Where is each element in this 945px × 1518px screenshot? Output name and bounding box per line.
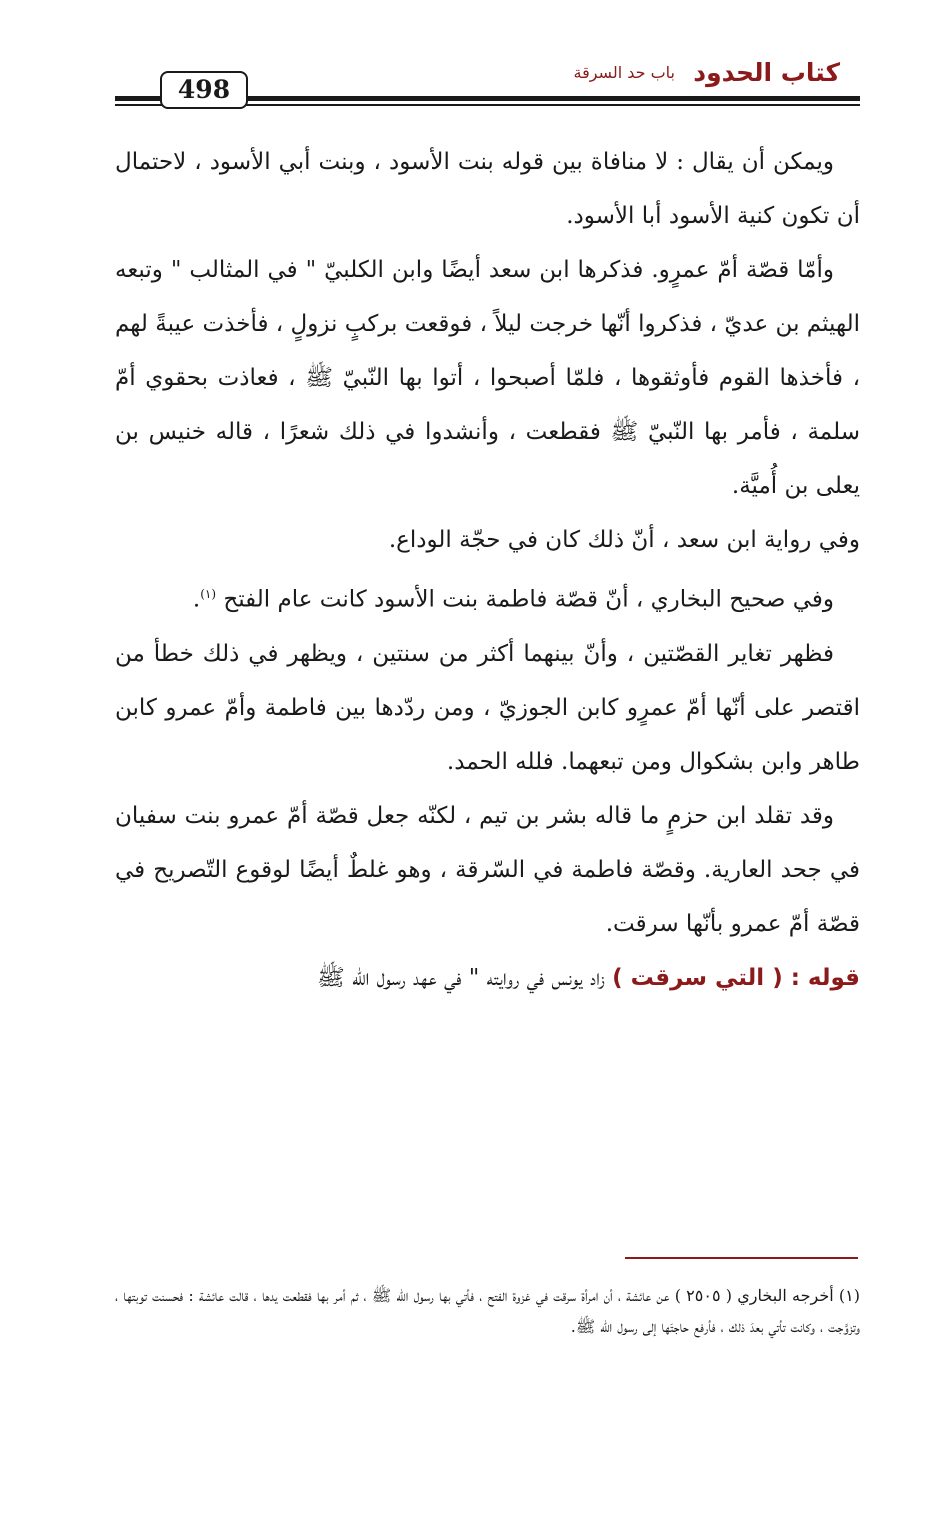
paragraph: وأمّا قصّة أمّ عمرٍو. فذكرها ابن سعد أيضًا وابن الكلبيّ " في المثالب " وتبعه الهيثم بن عديّ ، فذكروا أنّها خرجت ليلاً ، فوقعت بركبٍ نزولٍ ، فأخذت عيبةً لهم ، فأخذها القوم فأوثقوها ، فلمّا أصبحوا ، أتوا بها النّبيّ ﷺ ، فعاذت بحقوي أمّ سلمة ، فأمر بها النّبيّ ﷺ فقطعت ، وأنشدوا في ذلك شعرًا ، قاله خنيس بن يعلى بن أُميَّة. — [115, 257, 860, 499]
paragraph: وفي صحيح البخاري ، أنّ قصّة فاطمة بنت الأسود كانت عام الفتح $^{(١)}$. — [192, 586, 834, 613]
page-number: 498 — [160, 71, 248, 109]
main-text — [115, 135, 860, 1005]
footnote: (١) أخرجه البخاري ( ٢٥٠٥ ) عن عائشة ، أن امرأة سرقت في غزوة الفتح ، فأتي بها رسول الله ﷺ ، ثم أمر بها فقطعت يدها ، قالت عائشة : فحسنت توبتها ، وتزوَّجت ، وكانت تأتي بعدَ ذلك ، فأرفع حاجتَها إلى رسول الله ﷺ. — [115, 1286, 861, 1336]
chapter-title: باب حد السرقة — [573, 63, 675, 82]
quote-text: زاد يونس في روايته " في عهد رسول الله ﷺ — [317, 964, 605, 991]
quote-label: قوله : ( التي سرقت ) — [612, 964, 860, 991]
book-title: كتاب الحدود — [693, 58, 840, 87]
paragraph: وقد تقلد ابن حزمٍ ما قاله بشر بن تيم ، لكنّه جعل قصّة أمّ عمرو بنت سفيان في جحد العارية. وقصّة فاطمة في السّرقة ، وهو غلطٌ أيضًا لوقوع التّصريح في قصّة أمّ عمرو بأنّها سرقت. — [115, 802, 860, 937]
paragraph: فظهر تغاير القصّتين ، وأنّ بينهما أكثر من سنتين ، ويظهر في ذلك خطأ من اقتصر على أنّها أمّ عمرٍو كابن الجوزيّ ، ومن ردّدها بين فاطمة وأمّ عمرو كابن طاهر وابن بشكوال ومن تبعهما. فلله الحمد. — [115, 640, 860, 775]
page-header — [115, 52, 860, 102]
paragraph: وفي رواية ابن سعد ، أنّ ذلك كان في حجّة الوداع. — [388, 527, 860, 553]
paragraph: ويمكن أن يقال : لا منافاة بين قوله بنت الأسود ، وبنت أبي الأسود ، لاحتمال أن تكون كنية الأسود أبا الأسود. — [115, 149, 860, 229]
footnotes — [115, 1280, 860, 1342]
paragraph — [115, 951, 860, 1005]
footnote-reference: (١) — [200, 587, 217, 601]
paragraph-text: وفي صحيح البخاري ، أنّ قصّة فاطمة بنت الأسود كانت عام الفتح — [223, 586, 834, 613]
footnote-separator — [625, 1257, 858, 1259]
